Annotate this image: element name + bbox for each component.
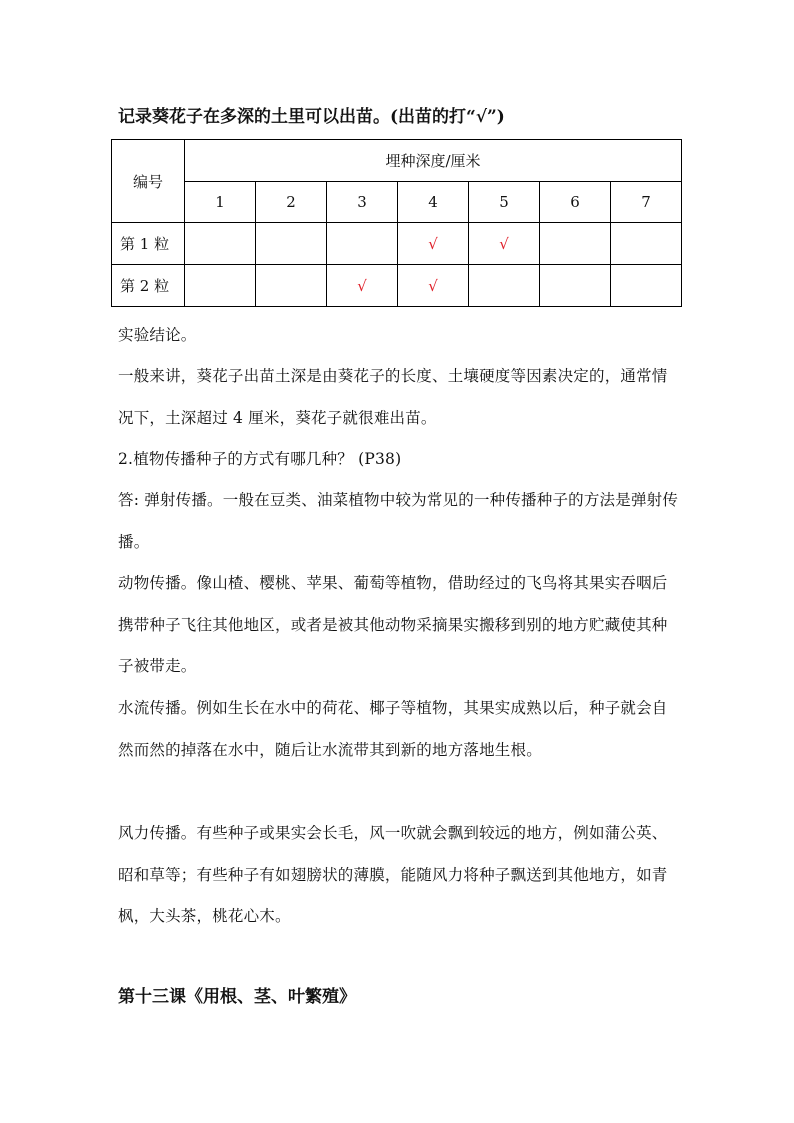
depth-column-header: 埋种深度/厘米 <box>185 140 682 182</box>
depth-label: 2 <box>256 182 327 223</box>
result-cell <box>327 223 398 265</box>
experiment-record-title: 记录葵花子在多深的土里可以出苗。(出苗的打“√”) <box>118 107 505 127</box>
result-cell <box>540 265 611 307</box>
table-row <box>112 265 682 307</box>
seed-label: 第 2 粒 <box>112 265 185 307</box>
answer-animal-dispersal: 动物传播。像山楂、樱桃、苹果、葡萄等植物，借助经过的飞鸟将其果实吞咽后携带种子飞往其他地区，或者是被其他动物采摘果实搬移到别的地方贮藏使其种子被带走。 <box>118 574 668 675</box>
check-mark: √ <box>469 223 540 265</box>
result-cell <box>185 265 256 307</box>
depth-label: 7 <box>611 182 682 223</box>
result-cell <box>611 223 682 265</box>
result-cell <box>540 223 611 265</box>
conclusion-text: 一般来讲，葵花子出苗土深是由葵花子的长度、土壤硬度等因素决定的，通常情况下，土深超过 4 厘米，葵花子就很难出苗。 <box>118 367 668 427</box>
question-2: 2.植物传播种子的方式有哪几种？ (P38) <box>118 450 402 468</box>
depth-label: 5 <box>469 182 540 223</box>
check-mark: √ <box>398 223 469 265</box>
result-cell <box>256 223 327 265</box>
answer-ejection-dispersal: 答: 弹射传播。一般在豆类、油菜植物中较为常见的一种传播种子的方法是弹射传播。 <box>118 491 679 551</box>
depth-label: 1 <box>185 182 256 223</box>
check-mark: √ <box>327 265 398 307</box>
result-cell <box>185 223 256 265</box>
table-row <box>112 223 682 265</box>
seed-depth-table <box>111 139 682 307</box>
result-cell <box>469 265 540 307</box>
lesson-13-title: 第十三课《用根、茎、叶繁殖》 <box>118 987 356 1007</box>
result-cell <box>256 265 327 307</box>
id-column-header: 编号 <box>112 140 185 223</box>
depth-label: 3 <box>327 182 398 223</box>
depth-label: 6 <box>540 182 611 223</box>
depth-label: 4 <box>398 182 469 223</box>
conclusion-label: 实验结论。 <box>118 326 197 344</box>
seed-label: 第 1 粒 <box>112 223 185 265</box>
answer-wind-dispersal: 风力传播。有些种子或果实会长毛，风一吹就会飘到较远的地方，例如蒲公英、昭和草等；有些种子有如翅膀状的薄膜，能随风力将种子飘送到其他地方，如青枫，大头茶，桃花心木。 <box>118 824 668 925</box>
result-cell <box>611 265 682 307</box>
answer-water-dispersal: 水流传播。例如生长在水中的荷花、椰子等植物，其果实成熟以后，种子就会自然而然的掉落在水中，随后让水流带其到新的地方落地生根。 <box>118 699 668 759</box>
check-mark: √ <box>398 265 469 307</box>
